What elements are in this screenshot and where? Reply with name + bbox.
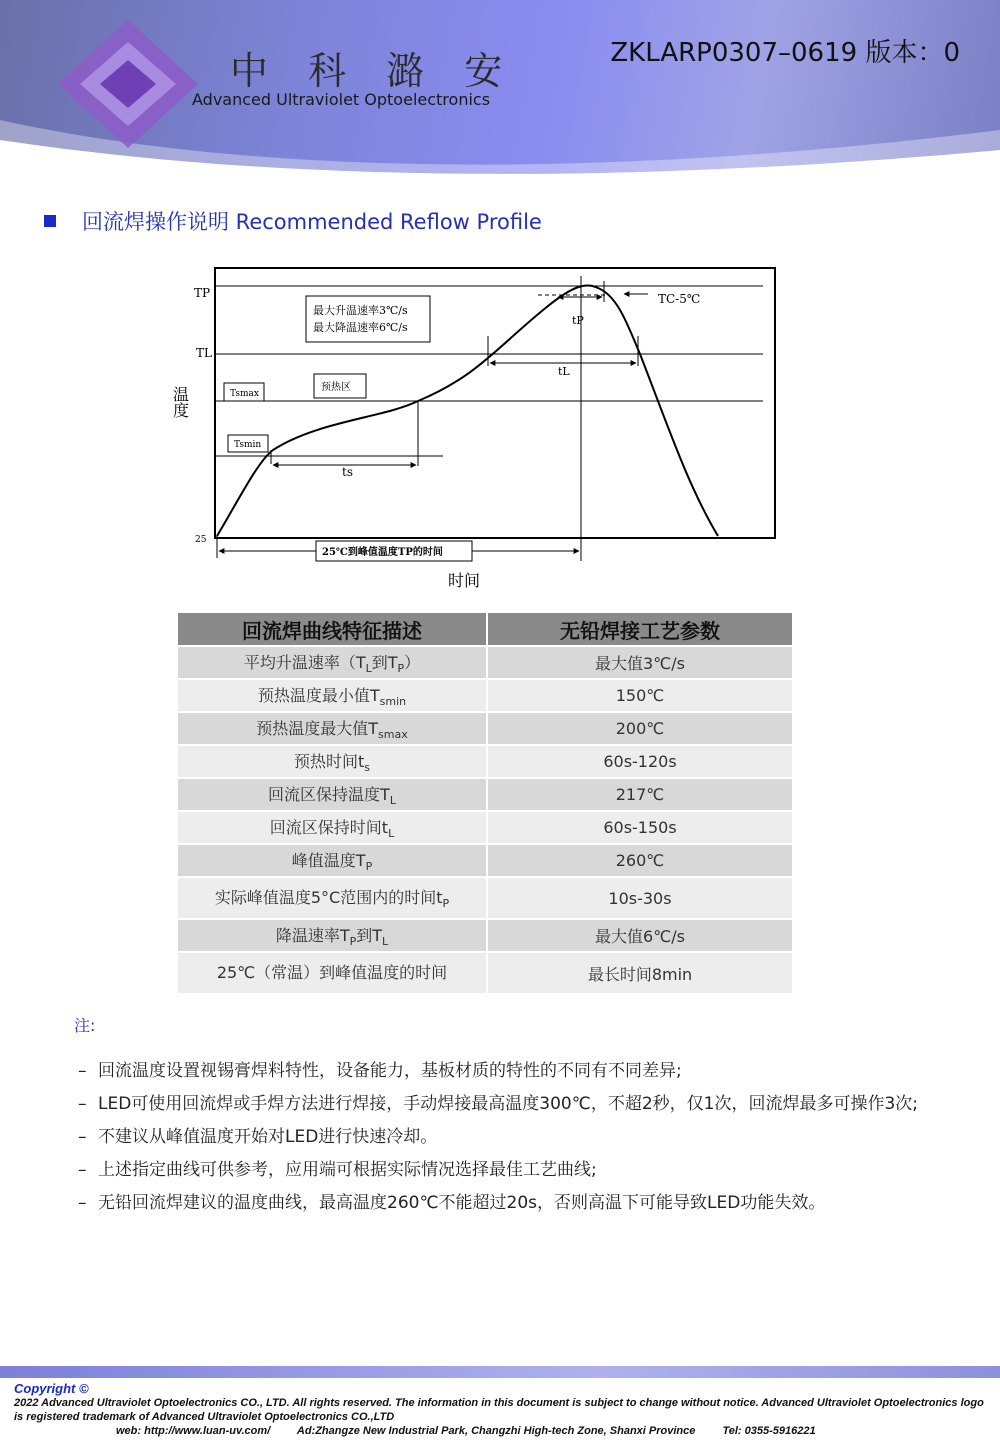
table-body — [177, 646, 793, 994]
tl-label: tL — [558, 365, 570, 378]
row-description-sub: smax — [378, 728, 408, 742]
telephone: Tel: 0355-5916221 — [722, 1425, 816, 1437]
tc-label: TC-5℃ — [658, 292, 701, 306]
ts-label: ts — [342, 465, 353, 479]
table-row — [177, 646, 793, 679]
row-value: 260℃ — [487, 844, 793, 877]
list-item — [78, 1088, 968, 1121]
row-description — [177, 712, 487, 745]
plot-frame — [215, 268, 775, 538]
row-description-sub: P — [397, 662, 405, 676]
row-description-text: 25℃（常温）到峰值温度的时间 — [216, 963, 448, 983]
header-parameter: 无铅焊接工艺参数 — [487, 612, 793, 646]
tick-tl: TL — [196, 346, 212, 360]
dash-bullet-icon: – — [78, 1160, 87, 1180]
row-description-text: 峰值温度T — [291, 850, 366, 870]
row-value: 60s-120s — [487, 745, 793, 778]
row-description-text: 回流区保持温度T — [268, 784, 390, 804]
x-axis-label: 时间 — [448, 571, 481, 590]
table-row — [177, 778, 793, 811]
row-description-end: ） — [404, 652, 421, 672]
row-description-mid: 到T — [371, 652, 398, 672]
list-item — [78, 1121, 968, 1154]
table-header-row — [177, 612, 793, 646]
tp-label: tP — [572, 314, 584, 327]
row-value: 最长时间8min — [487, 952, 793, 994]
row-description — [177, 919, 487, 952]
tick-25: 25 — [195, 535, 207, 545]
row-description-sub: L — [365, 662, 372, 676]
row-value: 最大值6℃/s — [487, 919, 793, 952]
row-description — [177, 679, 487, 712]
row-description — [177, 745, 487, 778]
company-logo-icon — [48, 12, 208, 152]
row-description-sub: smin — [379, 695, 407, 709]
note-text: 上述指定曲线可供参考，应用端可根据实际情况选择最佳工艺曲线; — [98, 1160, 597, 1180]
rate-note-fall: 最大降温速率6℃/s — [313, 321, 408, 334]
tsmax-label: Tsmax — [230, 389, 259, 399]
row-description-sub: P — [365, 860, 373, 874]
note-text: 回流温度设置视锡膏焊料特性，设备能力，基板材质的特性的不同有不同差异; — [98, 1061, 682, 1081]
table-row — [177, 952, 793, 994]
tsmin-label: Tsmin — [234, 440, 262, 450]
table-row — [177, 712, 793, 745]
contact-line — [14, 1425, 994, 1437]
row-description-sub: L — [389, 794, 396, 808]
list-item — [78, 1154, 968, 1187]
footer — [14, 1381, 994, 1437]
table-row — [177, 679, 793, 712]
rate-note-rise: 最大升温速率3℃/s — [313, 304, 408, 317]
dash-bullet-icon: – — [78, 1127, 87, 1147]
rights-statement: 2022 Advanced Ultraviolet Optoelectronics CO., LTD. All rights reserved. The information in this document is subject to change without notice. Advanced Ultraviolet Optoelectronics logo is registered trademark of Advanced Ultraviolet Optoelectronics CO.,LTD — [14, 1397, 984, 1423]
footer-bar — [0, 1366, 1000, 1378]
header-description: 回流焊曲线特征描述 — [177, 612, 487, 646]
table-row — [177, 811, 793, 844]
row-description-sub: L — [388, 827, 395, 841]
table-row — [177, 844, 793, 877]
y-axis-label: 温度 — [170, 386, 190, 418]
list-item — [78, 1055, 968, 1088]
row-value: 150℃ — [487, 679, 793, 712]
dash-bullet-icon: – — [78, 1061, 87, 1081]
row-value: 217℃ — [487, 778, 793, 811]
preheat-label: 预热区 — [321, 382, 351, 393]
row-description-text: 平均升温速率（T — [243, 652, 366, 672]
row-description-sub: P — [442, 897, 450, 911]
reflow-curve — [217, 285, 718, 536]
row-description-text: 回流区保持时间t — [269, 817, 389, 837]
tick-tp: TP — [194, 286, 211, 300]
dash-bullet-icon: – — [78, 1193, 87, 1213]
table-row — [177, 919, 793, 952]
row-description-text: 预热时间t — [293, 751, 365, 771]
row-description-sub: L — [382, 935, 389, 949]
row-description — [177, 646, 487, 679]
row-value: 最大值3℃/s — [487, 646, 793, 679]
total-time-label: 25℃到峰值温度TP的时间 — [322, 547, 443, 558]
note-text: 无铅回流焊建议的温度曲线，最高温度260℃不能超过20s，否则高温下可能导致LED功能失效。 — [98, 1193, 826, 1213]
row-description — [177, 778, 487, 811]
reflow-parameter-table — [176, 611, 794, 995]
list-item — [78, 1187, 968, 1220]
row-description — [177, 952, 487, 994]
row-description-sub: P — [349, 935, 357, 949]
note-text: 不建议从峰值温度开始对LED进行快速冷却。 — [98, 1127, 438, 1147]
row-description — [177, 844, 487, 877]
row-description-text: 降温速率T — [275, 925, 350, 945]
square-bullet-icon — [44, 215, 56, 227]
row-description — [177, 877, 487, 919]
website-link[interactable]: web: http://www.luan-uv.com/ — [116, 1425, 271, 1437]
section-title-text: 回流焊操作说明 Recommended Reflow Profile — [82, 210, 542, 234]
note-text: LED可使用回流焊或手焊方法进行焊接，手动焊接最高温度300℃，不超2秒，仅1次，回流焊最多可操作3次; — [98, 1094, 919, 1114]
brand-name-en: Advanced Ultraviolet Optoelectronics — [192, 90, 491, 109]
brand-name-cn: 中 科 潞 安 — [230, 49, 517, 93]
address: Ad:Zhangze New Industrial Park, Changzhi High-tech Zone, Shanxi Province — [296, 1425, 696, 1437]
row-value: 10s-30s — [487, 877, 793, 919]
row-value: 200℃ — [487, 712, 793, 745]
row-value: 60s-150s — [487, 811, 793, 844]
table-row — [177, 877, 793, 919]
notes-list — [78, 1055, 968, 1220]
reflow-profile-chart — [170, 236, 788, 592]
row-description — [177, 811, 487, 844]
notes-label: 注: — [74, 1016, 96, 1035]
row-description-sub: s — [364, 761, 370, 775]
table-row — [177, 745, 793, 778]
copyright: Copyright © — [14, 1381, 89, 1396]
rate-note-box — [306, 296, 430, 342]
row-description-text: 预热温度最大值T — [256, 718, 379, 738]
document-number: ZKLARP0307–0619 版本：0 — [610, 38, 960, 68]
section-title — [44, 206, 542, 236]
row-description-text: 实际峰值温度5°C范围内的时间t — [214, 888, 443, 908]
row-description-mid: 到T — [356, 925, 383, 945]
dash-bullet-icon: – — [78, 1094, 87, 1114]
row-description-text: 预热温度最小值T — [257, 685, 380, 705]
